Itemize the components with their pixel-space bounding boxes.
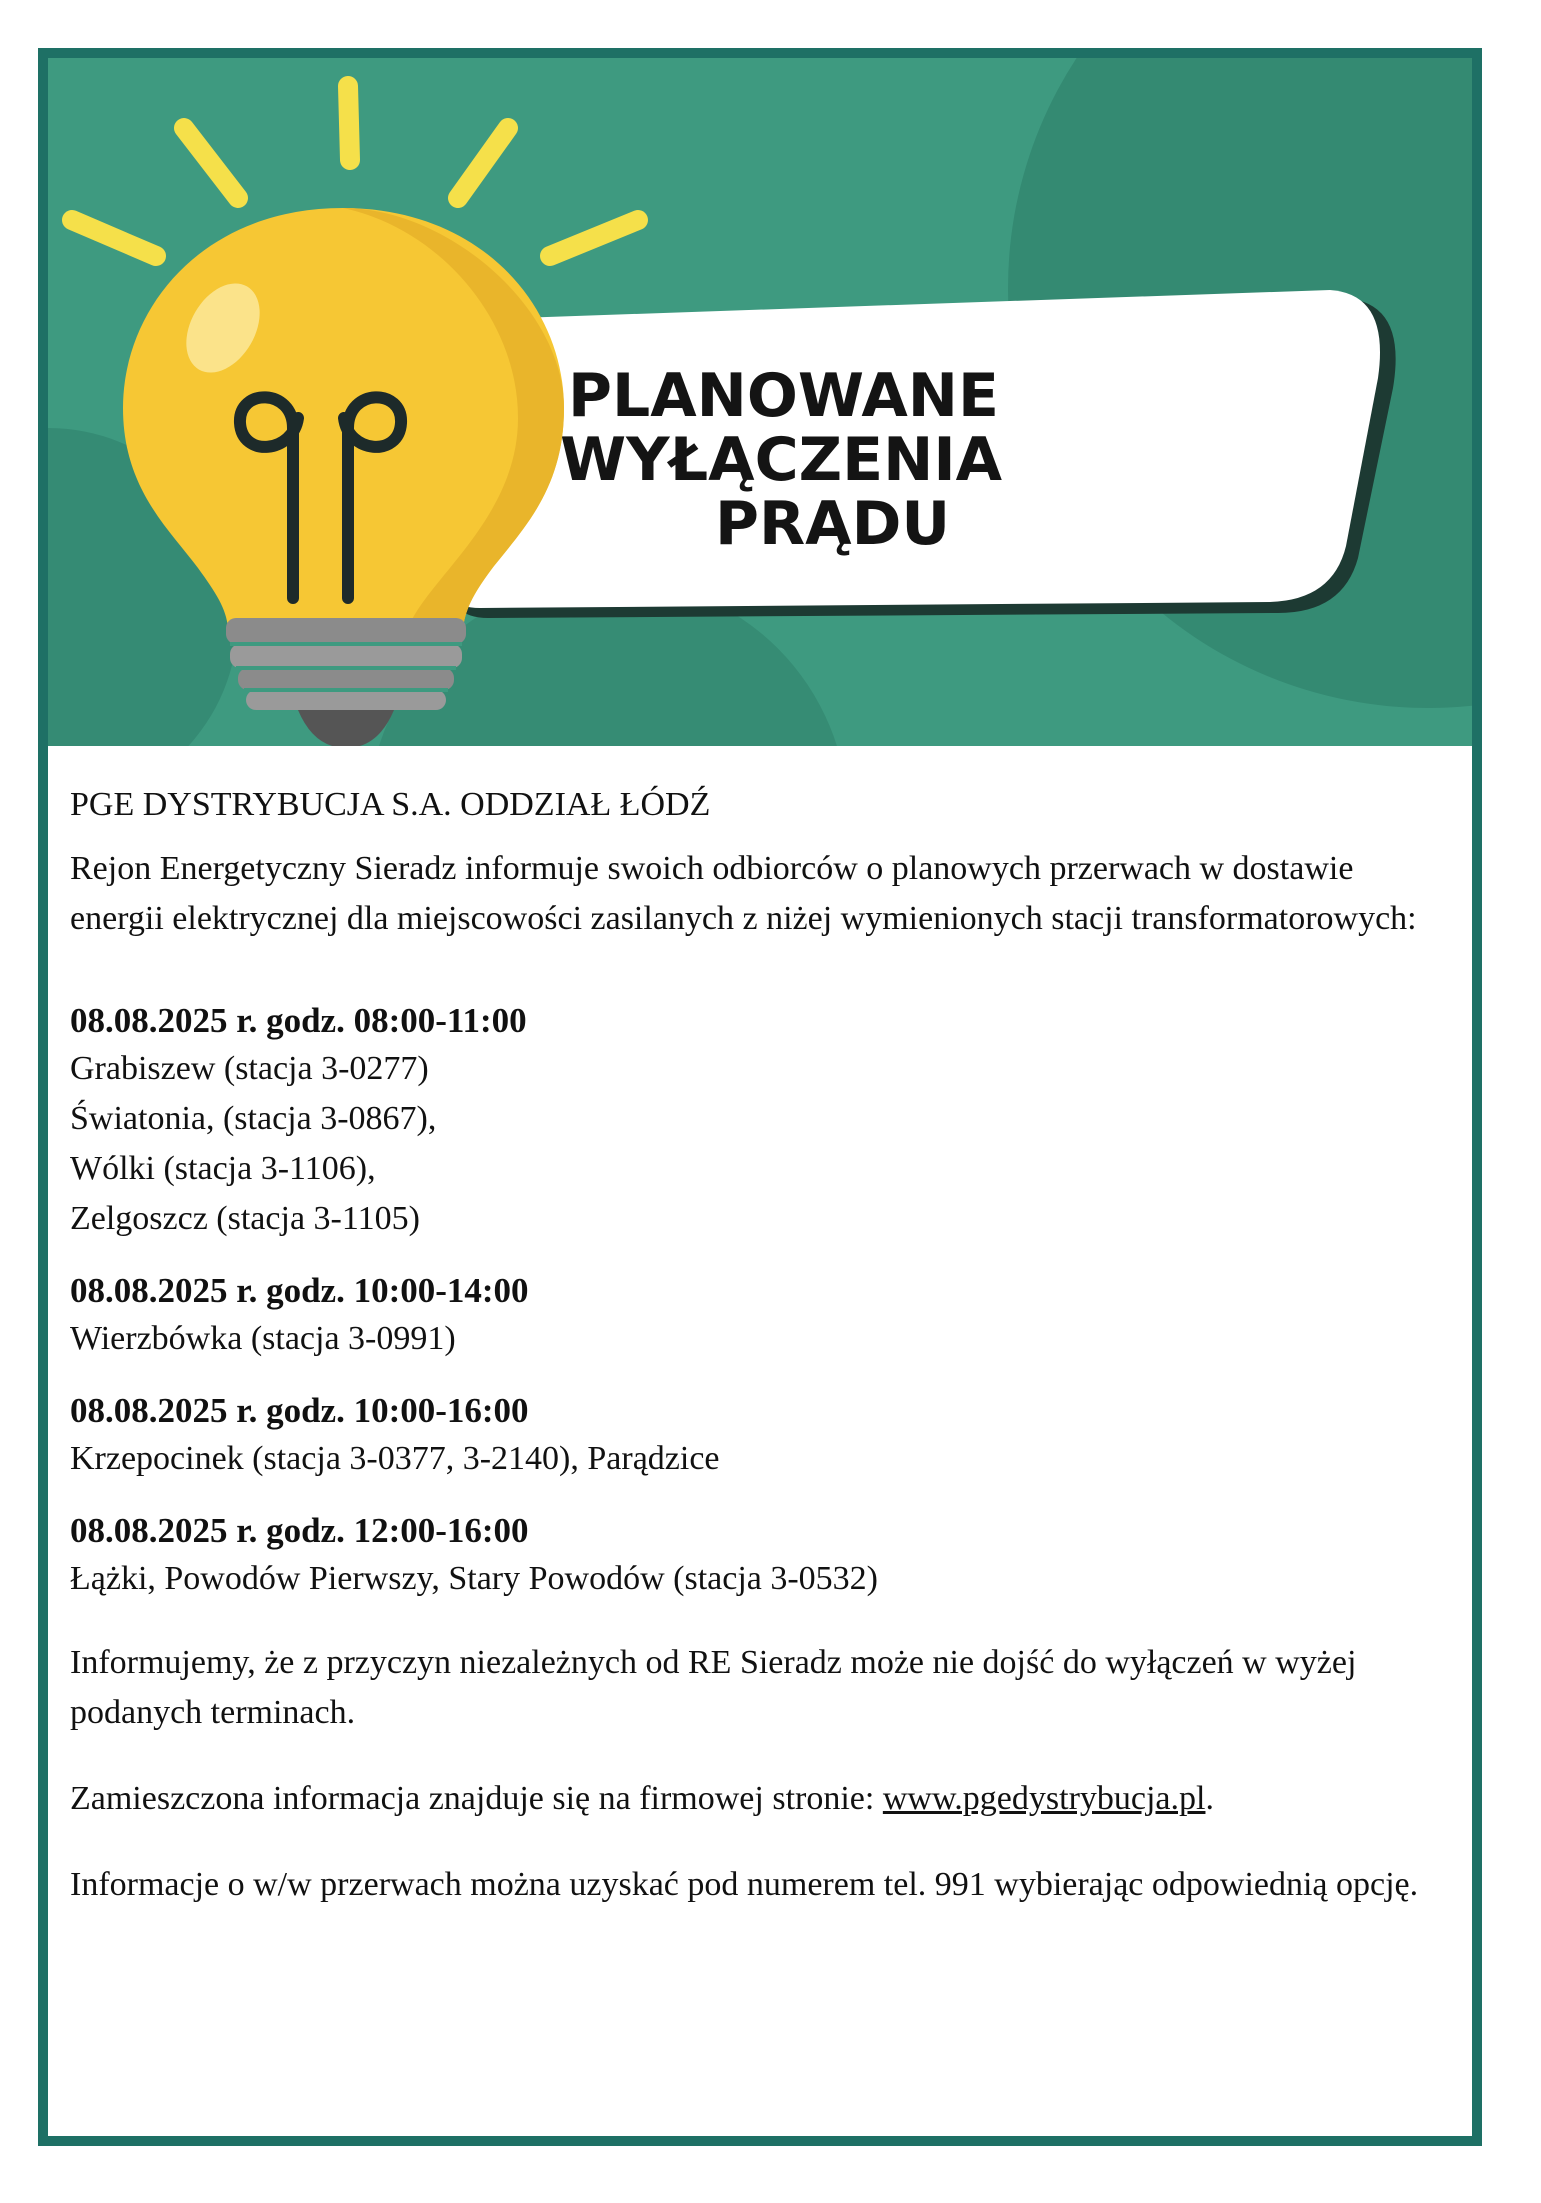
header-banner [48,58,1472,746]
title-line-3: PRĄDU [715,489,951,559]
poster-frame [38,48,1482,2146]
outage-location: Łążki, Powodów Pierwszy, Stary Powodów (stacja 3-0532) [70,1560,878,1597]
outage-location: Wierzbówka (stacja 3-0991) [70,1320,456,1357]
phone-info-paragraph: Informacje o w/w przerwach można uzyskać pod numerem tel. 991 wybierając odpowiednią opcję. [70,1866,1419,1903]
website-suffix: . [1205,1780,1214,1817]
intro-paragraph: Rejon Energetyczny Sieradz informuje swoich odbiorców o planowych przerwach w dostawie energii elektrycznej dla miejscowości zasilanych z niżej wymienionych stacji transformatorowych: [70,850,1417,937]
outage-block [70,1508,1450,1604]
outage-location: Grabiszew (stacja 3-0277) [70,1050,429,1087]
title-line-2: WYŁĄCZENIA [560,425,1003,495]
website-link[interactable]: www.pgedystrybucja.pl [882,1780,1206,1817]
outage-location: Światonia, (stacja 3-0867), [70,1100,437,1137]
notice-paragraph: Informujemy, że z przyczyn niezależnych od RE Sieradz może nie dojść do wyłączeń w wyżej podanych terminach. [70,1644,1357,1731]
outage-time: 08.08.2025 r. godz. 10:00-14:00 [70,1271,529,1310]
outage-block [70,1388,1450,1484]
outage-location: Wólki (stacja 3-1106), [70,1150,376,1187]
outage-time: 08.08.2025 r. godz. 12:00-16:00 [70,1511,529,1550]
outage-location: Zelgoszcz (stacja 3-1105) [70,1200,420,1237]
outage-block [70,1268,1450,1364]
title-line-1: PLANOWANE [568,361,999,431]
outage-time: 08.08.2025 r. godz. 08:00-11:00 [70,1001,527,1040]
website-prefix: Zamieszczona informacja znajduje się na firmowej stronie: [70,1780,883,1817]
outage-time: 08.08.2025 r. godz. 10:00-16:00 [70,1391,529,1430]
website-paragraph [70,1774,1450,1824]
organization-name: PGE DYSTRYBUCJA S.A. ODDZIAŁ ŁÓDŹ [70,786,711,823]
title-label [440,290,1396,618]
announcement-body [70,780,1450,1910]
outage-location: Krzepocinek (stacja 3-0377, 3-2140), Parądzice [70,1440,720,1477]
banner-graphic [48,58,1472,746]
outage-block [70,998,1450,1244]
